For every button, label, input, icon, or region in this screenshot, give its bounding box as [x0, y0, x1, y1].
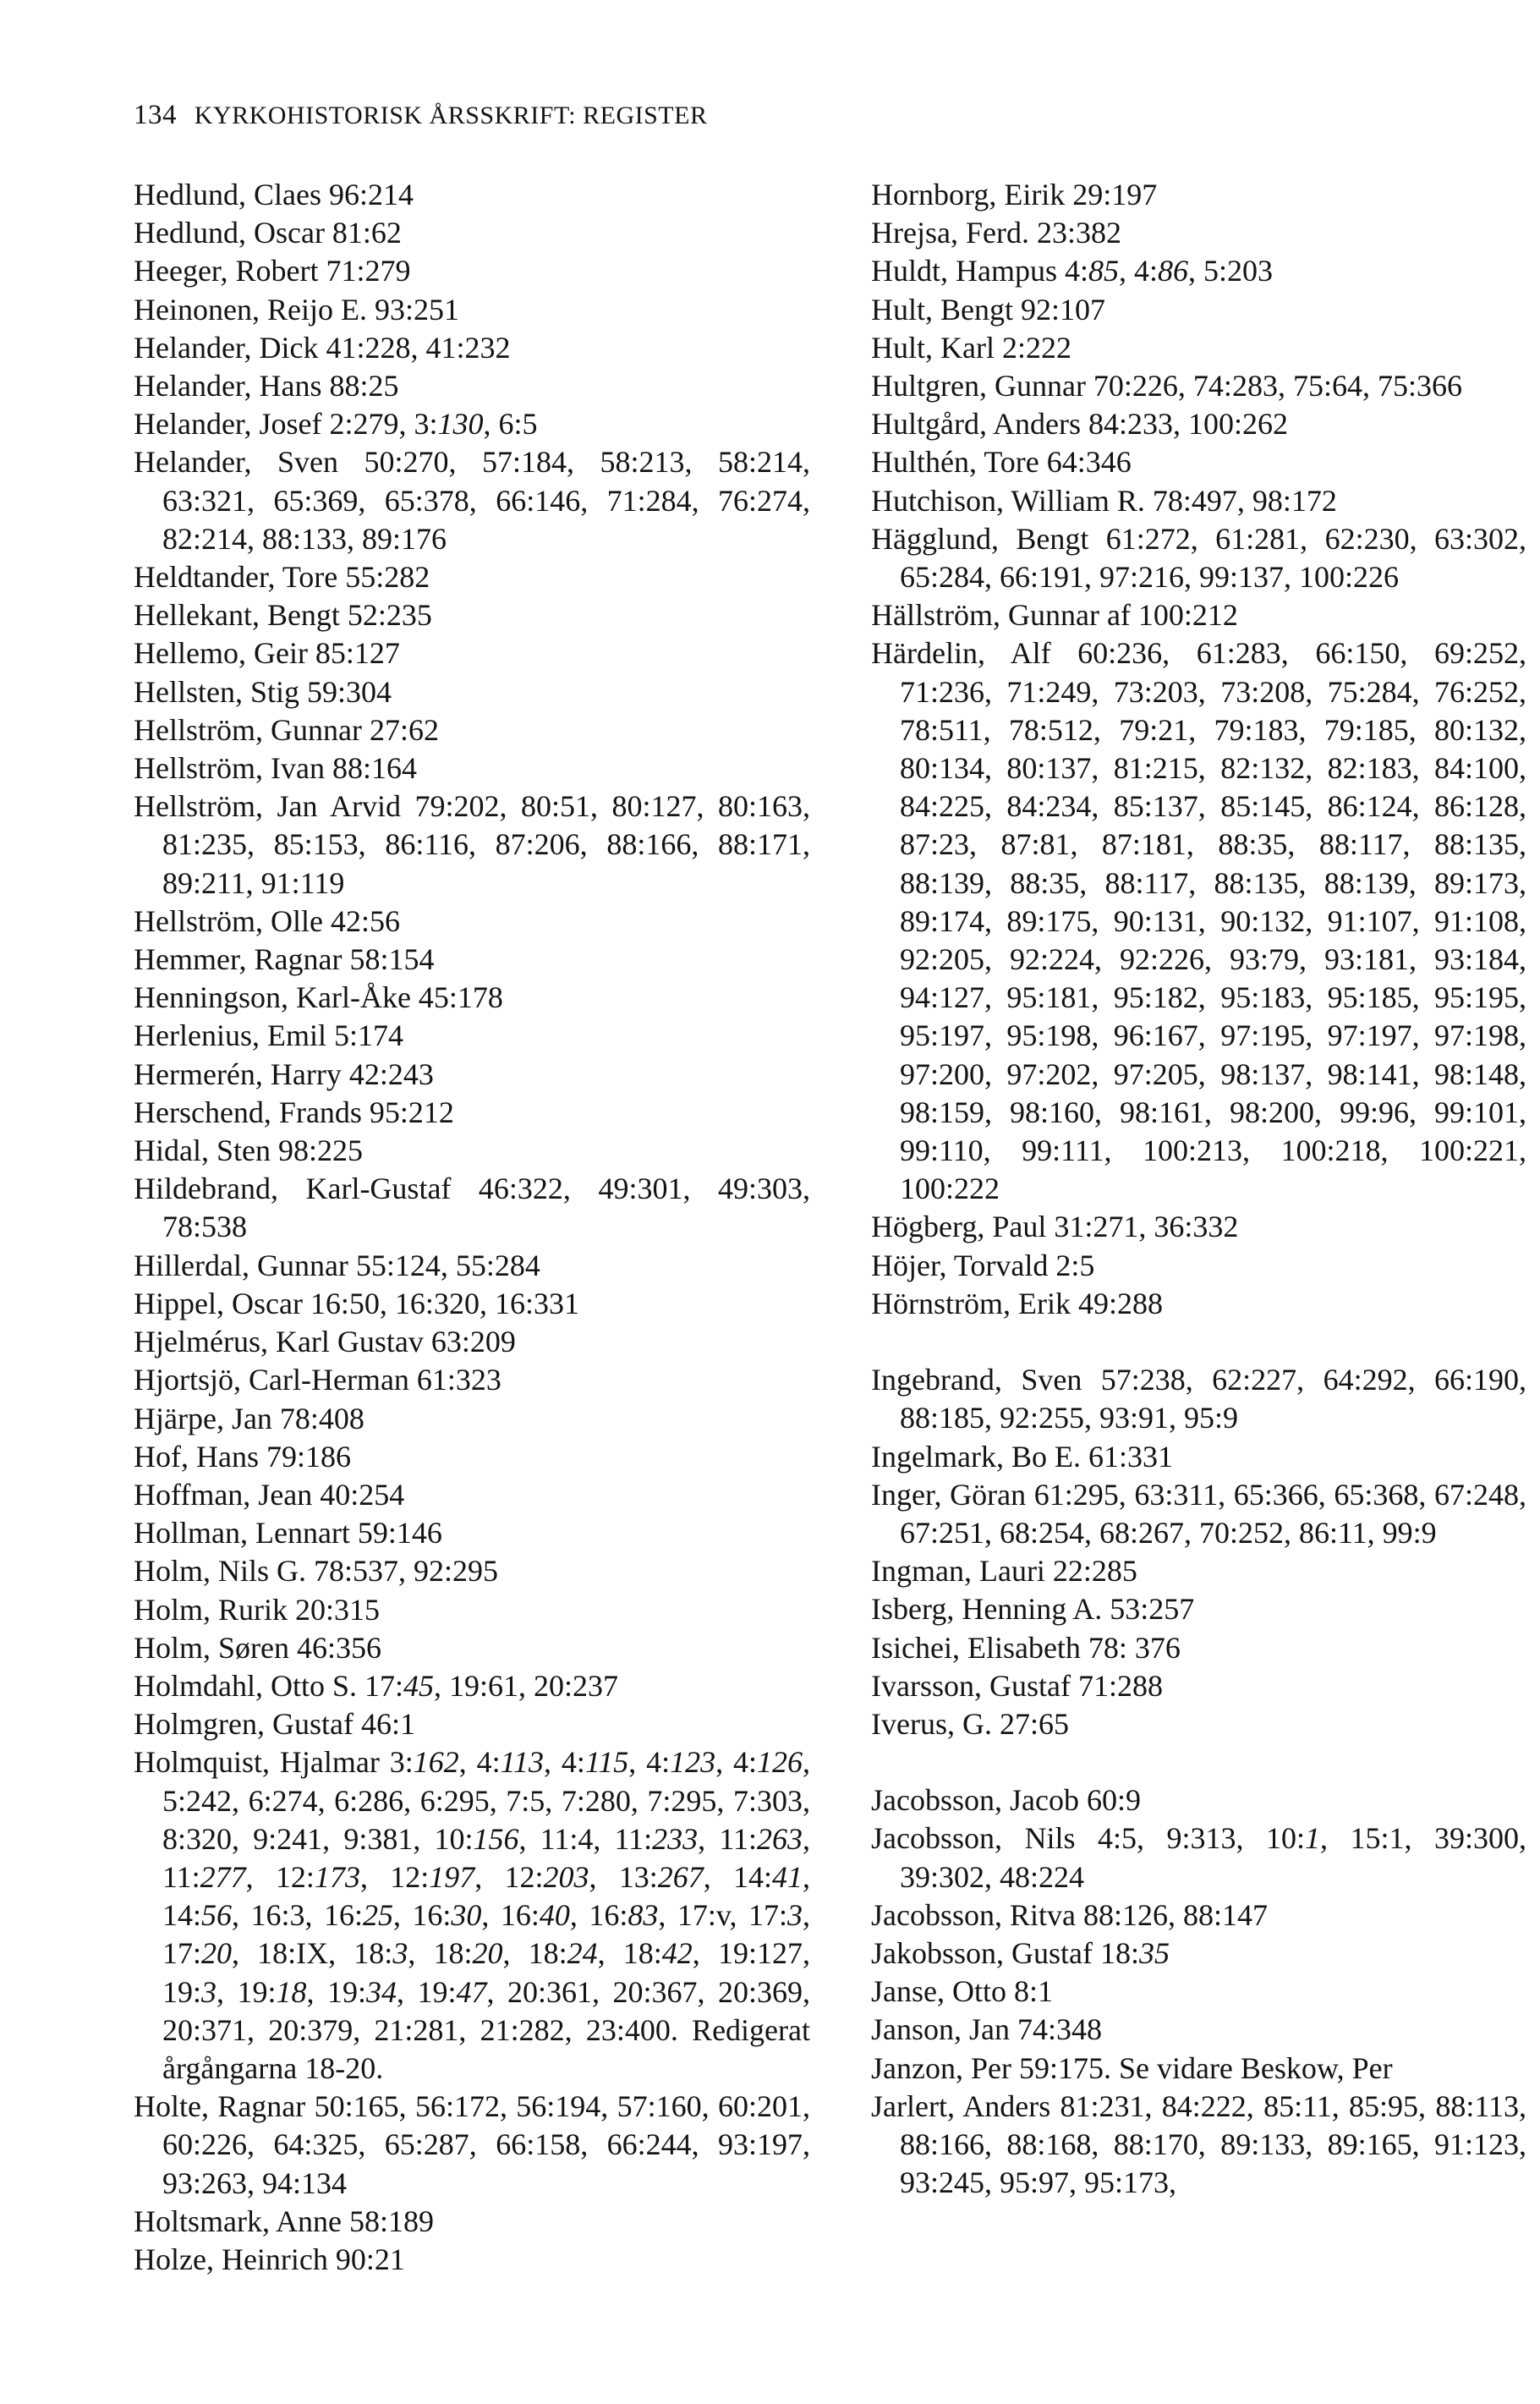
index-entry: Janse, Otto 8:1 — [871, 1974, 1053, 2009]
index-entry: Hellekant, Bengt 52:235 — [134, 598, 432, 633]
index-entry: Holm, Rurik 20:315 — [134, 1592, 381, 1627]
index-column-right — [871, 176, 1526, 2202]
index-entry: Hrejsa, Ferd. 23:382 — [871, 216, 1121, 250]
index-entry: Iverus, G. 27:65 — [871, 1706, 1069, 1741]
index-entry: Hedlund, Oscar 81:62 — [134, 216, 402, 250]
index-entry: Hjelmérus, Karl Gustav 63:209 — [134, 1325, 516, 1359]
index-entry: Hidal, Sten 98:225 — [134, 1133, 363, 1168]
index-entry: Holmdahl, Otto S. 17:45, 19:61, 20:237 — [134, 1668, 619, 1703]
running-title: KYRKOHISTORISK ÅRSSKRIFT: REGISTER — [194, 102, 708, 129]
index-entry: Holtsmark, Anne 58:189 — [134, 2204, 434, 2238]
index-entry: Hippel, Oscar 16:50, 16:320, 16:331 — [134, 1286, 579, 1320]
index-entry: Ivarsson, Gustaf 71:288 — [871, 1668, 1163, 1703]
index-entry: Härdelin, Alf 60:236, 61:283, 66:150, 69:252, 71:236, 71:249, 73:203, 73:208, 75:284, 76:252, 78:511, 78:512, 79:21, 79:183, 79:185, 80:132, 80:134, 80:137, 81:215, 82:132, 82:183, 84:100, 84:225, 84:234, 85:137, 85:145, 86:124, 86:128, 87:23, 87:81, 87:181, 88:35, 88:117, 88:135, 88:139, 88:35, 88:117, 88:135, 88:139, 89:173, 89:174, 89:175, 90:131, 90:132, 91:107, 91:108, 92:205, 92:224, 92:226, 93:79, 93:181, 93:184, 94:127, 95:181, 95:182, 95:183, 95:185, 95:195, 95:197, 95:198, 96:167, 97:195, 97:197, 97:198, 97:200, 97:202, 97:205, 98:137, 98:141, 98:148, 98:159, 98:160, 98:161, 98:200, 99:96, 99:101, 99:110, 99:111, 100:213, 100:218, 100:221, 100:222 — [871, 636, 1526, 1206]
index-entry: Inger, Göran 61:295, 63:311, 65:366, 65:368, 67:248, 67:251, 68:254, 68:267, 70:252, 86:11, 99:9 — [871, 1477, 1526, 1550]
index-entry: Janson, Jan 74:348 — [871, 2012, 1102, 2047]
index-entry: Heldtander, Tore 55:282 — [134, 560, 430, 595]
index-entry: Hutchison, William R. 78:497, 98:172 — [871, 483, 1337, 518]
index-entry: Huldt, Hampus 4:85, 4:86, 5:203 — [871, 254, 1274, 288]
index-entry: Högberg, Paul 31:271, 36:332 — [871, 1210, 1239, 1244]
index-entry: Hillerdal, Gunnar 55:124, 55:284 — [134, 1248, 540, 1282]
index-entry: Isichei, Elisabeth 78: 376 — [871, 1630, 1181, 1665]
index-entry: Janzon, Per 59:175. Se vidare Beskow, Per — [871, 2050, 1393, 2085]
index-entry: Hörnström, Erik 49:288 — [871, 1286, 1163, 1320]
index-entry: Hellström, Ivan 88:164 — [134, 751, 417, 786]
index-entry: Herschend, Frands 95:212 — [134, 1095, 454, 1129]
index-entry: Holmquist, Hjalmar 3:162, 4:113, 4:115, 4:123, 4:126, 5:242, 6:274, 6:286, 6:295, 7:5, 7:280, 7:295, 7:303, 8:320, 9:241, 9:381, 10:156, 11:4, 11:233, 11:263, 11:277, 12:173, 12:197, 12:203, 13:267, 14:41, 14:56, 16:3, 16:25, 16:30, 16:40, 16:83, 17:v, 17:3, 17:20, 18:IX, 18:3, 18:20, 18:24, 18:42, 19:127, 19:3, 19:18, 19:34, 19:47, 20:361, 20:367, 20:369, 20:371, 20:379, 21:281, 21:282, 23:400. Redigerat årgångarna 18-20. — [134, 1745, 810, 2085]
index-entry: Isberg, Henning A. 53:257 — [871, 1592, 1195, 1627]
page-header — [134, 100, 707, 131]
index-entry: Henningson, Karl-Åke 45:178 — [134, 980, 503, 1015]
index-entry: Hultgren, Gunnar 70:226, 74:283, 75:64, 75:366 — [871, 369, 1462, 403]
index-entry: Helander, Sven 50:270, 57:184, 58:213, 58:214, 63:321, 65:369, 65:378, 66:146, 71:284, 76:274, 82:214, 88:133, 89:176 — [134, 445, 810, 556]
index-entry: Hultgård, Anders 84:233, 100:262 — [871, 407, 1288, 442]
index-entry: Hellström, Olle 42:56 — [134, 903, 400, 938]
index-entry: Jacobsson, Nils 4:5, 9:313, 10:1, 15:1, 39:300, 39:302, 48:224 — [871, 1821, 1526, 1894]
index-entry: Jacobsson, Jacob 60:9 — [871, 1783, 1141, 1818]
index-entry: Jacobsson, Ritva 88:126, 88:147 — [871, 1897, 1268, 1932]
index-entry: Hällström, Gunnar af 100:212 — [871, 598, 1238, 633]
index-entry: Heinonen, Reijo E. 93:251 — [134, 292, 459, 327]
index-entry: Hedlund, Claes 96:214 — [134, 178, 414, 211]
index-entry: Heeger, Robert 71:279 — [134, 254, 411, 288]
index-entry: Hult, Karl 2:222 — [871, 330, 1071, 365]
index-entry: Hellsten, Stig 59:304 — [134, 674, 392, 709]
index-entry: Jakobsson, Gustaf 18:35 — [871, 1935, 1170, 1970]
index-entry: Holze, Heinrich 90:21 — [134, 2242, 405, 2276]
index-entry: Hemmer, Ragnar 58:154 — [134, 942, 435, 977]
index-entry: Helander, Dick 41:228, 41:232 — [134, 330, 511, 365]
index-entry: Hornborg, Eirik 29:197 — [871, 178, 1158, 211]
index-entry: Hägglund, Bengt 61:272, 61:281, 62:230, 63:302, 65:284, 66:191, 97:216, 99:137, 100:226 — [871, 521, 1526, 595]
index-entry: Herlenius, Emil 5:174 — [134, 1018, 403, 1053]
index-entry: Hulthén, Tore 64:346 — [871, 445, 1132, 480]
index-entry: Helander, Hans 88:25 — [134, 369, 399, 403]
index-entry: Jarlert, Anders 81:231, 84:222, 85:11, 85:95, 88:113, 88:166, 88:168, 88:170, 89:133, 89:165, 91:123, 93:245, 95:97, 95:173, — [871, 2088, 1526, 2200]
index-entry: Hellemo, Geir 85:127 — [134, 636, 400, 671]
index-entry: Hellström, Jan Arvid 79:202, 80:51, 80:127, 80:163, 81:235, 85:153, 86:116, 87:206, 88:166, 88:171, 89:211, 91:119 — [134, 789, 810, 900]
index-entry: Ingman, Lauri 22:285 — [871, 1554, 1137, 1589]
index-entry: Holm, Søren 46:356 — [134, 1630, 381, 1665]
index-entry: Holm, Nils G. 78:537, 92:295 — [134, 1554, 499, 1589]
index-entry: Hollman, Lennart 59:146 — [134, 1516, 442, 1551]
index-entry: Hjärpe, Jan 78:408 — [134, 1401, 364, 1435]
index-entry: Hoffman, Jean 40:254 — [134, 1477, 405, 1512]
index-entry: Ingebrand, Sven 57:238, 62:227, 64:292, 66:190, 88:185, 92:255, 93:91, 95:9 — [871, 1363, 1526, 1435]
index-entry: Höjer, Torvald 2:5 — [871, 1248, 1095, 1282]
index-entry: Hjortsjö, Carl-Herman 61:323 — [134, 1363, 501, 1397]
index-entry: Helander, Josef 2:279, 3:130, 6:5 — [134, 407, 538, 442]
index-entry: Ingelmark, Bo E. 61:331 — [871, 1439, 1173, 1474]
index-entry: Hof, Hans 79:186 — [134, 1439, 351, 1474]
index-entry: Holmgren, Gustaf 46:1 — [134, 1707, 415, 1742]
index-entry: Hult, Bengt 92:107 — [871, 292, 1105, 327]
index-entry: Holte, Ragnar 50:165, 56:172, 56:194, 57:160, 60:201, 60:226, 64:325, 65:287, 66:158, 66:244, 93:197, 93:263, 94:134 — [134, 2089, 810, 2200]
index-entry: Hildebrand, Karl-Gustaf 46:322, 49:301, 49:303, 78:538 — [134, 1172, 810, 1244]
page-number: 134 — [134, 100, 177, 130]
index-entry: Hermerén, Harry 42:243 — [134, 1057, 434, 1091]
index-entry: Hellström, Gunnar 27:62 — [134, 712, 439, 747]
index-column-left — [134, 176, 810, 2279]
